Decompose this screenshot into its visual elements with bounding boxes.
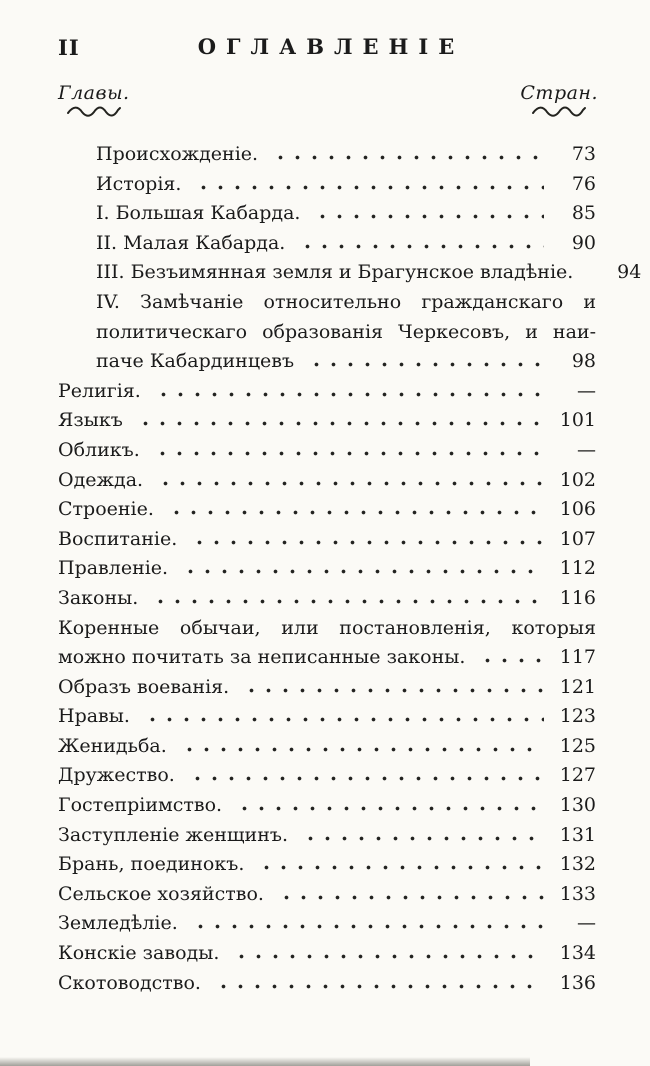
squiggle-ornament-icon xyxy=(530,105,588,118)
column-header-chapters xyxy=(58,82,130,118)
entry-line xyxy=(58,821,596,851)
entry-page-number: 107 xyxy=(559,527,596,550)
toc-entry xyxy=(58,791,596,821)
toc-entry xyxy=(58,554,596,584)
toc-entry xyxy=(58,614,596,673)
toc-entry xyxy=(58,584,596,614)
dot-leader xyxy=(312,214,544,219)
entry-label: Скотоводство. xyxy=(58,971,201,994)
dot-leader xyxy=(256,865,544,870)
entry-line xyxy=(58,258,642,288)
entry-page-number: — xyxy=(577,912,596,935)
page-header xyxy=(58,34,594,64)
dot-leader xyxy=(276,895,544,900)
entry-label: Правленіе. xyxy=(58,557,169,580)
page-title: ОГЛАВЛЕНІЕ xyxy=(197,34,465,59)
dot-leader xyxy=(150,599,544,604)
entry-label: Языкъ xyxy=(58,409,123,432)
entry-label: паче Кабардинцевъ xyxy=(96,350,295,373)
entry-label: Дружество. xyxy=(58,764,175,787)
entry-label: Заступленіе женщинъ. xyxy=(58,823,289,846)
toc-entry xyxy=(58,406,596,436)
toc-entry xyxy=(58,673,596,703)
entry-line xyxy=(58,673,596,703)
entry-page-number: 73 xyxy=(571,143,596,165)
entry-page-number: 98 xyxy=(571,350,596,373)
entry-label: III. Безъимянная земля и Брагунское владѣніе. xyxy=(96,261,574,284)
toc-entry xyxy=(58,466,596,496)
entry-label: Земледѣліе. xyxy=(58,912,178,935)
dot-leader xyxy=(190,924,544,929)
pages-label: Стран. xyxy=(520,82,598,104)
entry-line xyxy=(58,880,596,910)
entry-page-number: 106 xyxy=(559,498,596,521)
dot-leader xyxy=(234,806,544,811)
entry-label: Религія. xyxy=(58,379,141,402)
entry-line xyxy=(58,850,596,880)
entry-label: можно почитать за неписанные законы. xyxy=(58,646,466,669)
toc-entry xyxy=(58,525,596,555)
entry-label: Обликъ. xyxy=(58,438,140,461)
entry-page-number: 76 xyxy=(571,172,596,195)
entry-label: II. Малая Кабарда. xyxy=(96,231,286,254)
entry-line xyxy=(58,525,596,555)
squiggle-ornament-icon xyxy=(65,105,123,118)
dot-leader xyxy=(187,776,544,781)
dot-leader xyxy=(300,836,544,841)
entry-line xyxy=(58,909,596,939)
entry-page-number: 117 xyxy=(559,646,596,669)
toc-entry xyxy=(58,850,596,880)
toc-entry xyxy=(58,909,596,939)
dot-leader xyxy=(189,540,544,545)
entry-label: Образъ воеванія. xyxy=(58,675,230,698)
entry-line xyxy=(58,584,596,614)
dot-leader xyxy=(241,688,544,693)
entry-label: Исторія. xyxy=(96,172,182,195)
chapters-label: Главы. xyxy=(58,82,130,104)
toc-entry xyxy=(58,702,596,732)
entry-line xyxy=(58,229,596,259)
dot-leader xyxy=(152,451,544,456)
entry-page-number: 85 xyxy=(571,202,596,225)
entry-line xyxy=(58,140,596,170)
toc-entry xyxy=(58,969,596,999)
dot-leader xyxy=(213,984,544,989)
entry-page-number: — xyxy=(577,438,596,461)
entry-line xyxy=(58,643,596,673)
entry-line xyxy=(58,466,596,496)
entry-page-number: 132 xyxy=(559,853,596,876)
entry-label: Конскіе заводы. xyxy=(58,942,220,965)
dot-leader xyxy=(166,510,544,515)
toc-entry xyxy=(58,229,596,259)
entry-label: I. Большая Кабарда. xyxy=(96,202,301,225)
dot-leader xyxy=(180,569,544,574)
entry-page-number: 121 xyxy=(559,675,596,698)
entry-page-number: — xyxy=(577,379,596,402)
column-header-pages xyxy=(520,82,598,118)
entry-page-number: 94 xyxy=(617,261,642,284)
entry-line xyxy=(58,554,596,584)
toc-entry xyxy=(58,880,596,910)
toc-entry xyxy=(58,495,596,525)
entry-line xyxy=(58,406,596,436)
entry-line xyxy=(58,939,596,969)
entry-page-number: 123 xyxy=(559,705,596,728)
entry-line xyxy=(58,199,596,229)
entry-label: Сельское хозяйство. xyxy=(58,882,264,905)
entry-label: Происхожденіе. xyxy=(96,143,259,165)
dot-leader xyxy=(193,185,544,190)
entry-line xyxy=(58,702,596,732)
toc-entry xyxy=(58,377,596,407)
dot-leader xyxy=(585,273,589,278)
entry-page-number: 125 xyxy=(559,734,596,757)
entry-line xyxy=(58,347,596,377)
entry-page-number: 112 xyxy=(559,557,596,580)
dot-leader xyxy=(155,481,544,486)
folio-number: II xyxy=(58,35,80,60)
entry-label: Одежда. xyxy=(58,468,144,491)
toc-entry xyxy=(58,821,596,851)
entry-page-number: 131 xyxy=(559,823,596,846)
entry-line: IV. Замѣчаніе относительно гражданскаго и xyxy=(96,290,596,313)
entry-label: Брань, поединокъ. xyxy=(58,853,245,876)
dot-leader xyxy=(231,954,544,959)
entry-line xyxy=(58,791,596,821)
dot-leader xyxy=(179,747,544,752)
entry-label: Законы. xyxy=(58,586,139,609)
entry-page-number: 102 xyxy=(559,468,596,491)
entry-label: Строеніе. xyxy=(58,498,154,521)
entry-line xyxy=(58,969,596,999)
entry-line xyxy=(58,732,596,762)
toc-entry xyxy=(58,258,642,288)
dot-leader xyxy=(142,717,544,722)
entry-label: Нравы. xyxy=(58,705,130,728)
entry-line: Коренные обычаи, или постановленія, которыя xyxy=(58,616,596,639)
entry-page-number: 130 xyxy=(559,794,596,817)
toc-entry xyxy=(58,288,596,377)
entry-page-number: 133 xyxy=(559,882,596,905)
entry-line xyxy=(58,377,596,407)
entry-page-number: 116 xyxy=(559,586,596,609)
entry-label: Женидьба. xyxy=(58,734,167,757)
dot-leader xyxy=(153,392,544,397)
dot-leader xyxy=(135,421,544,426)
toc-entry xyxy=(58,761,596,791)
column-headers xyxy=(58,82,598,118)
entry-line xyxy=(58,436,596,466)
dot-leader xyxy=(306,362,544,367)
entry-page-number: 90 xyxy=(571,231,596,254)
toc-entry xyxy=(58,732,596,762)
toc-entry xyxy=(58,140,596,170)
entry-line xyxy=(58,495,596,525)
entry-page-number: 101 xyxy=(559,409,596,432)
entry-page-number: 136 xyxy=(559,971,596,994)
dot-leader xyxy=(297,244,544,249)
toc-entry xyxy=(58,436,596,466)
toc-entry xyxy=(58,170,596,200)
entry-label: Воспитаніе. xyxy=(58,527,178,550)
toc-entry xyxy=(58,939,596,969)
entry-page-number: 134 xyxy=(559,942,596,965)
dot-leader xyxy=(477,658,544,663)
toc-entry xyxy=(58,199,596,229)
toc-list xyxy=(58,140,642,998)
entry-page-number: 127 xyxy=(559,764,596,787)
entry-line xyxy=(58,761,596,791)
entry-label: Гостепріимство. xyxy=(58,794,223,817)
entry-line xyxy=(58,170,596,200)
dot-leader xyxy=(270,155,544,160)
entry-line: политическаго образованія Черкесовъ, и наи- xyxy=(96,320,596,343)
